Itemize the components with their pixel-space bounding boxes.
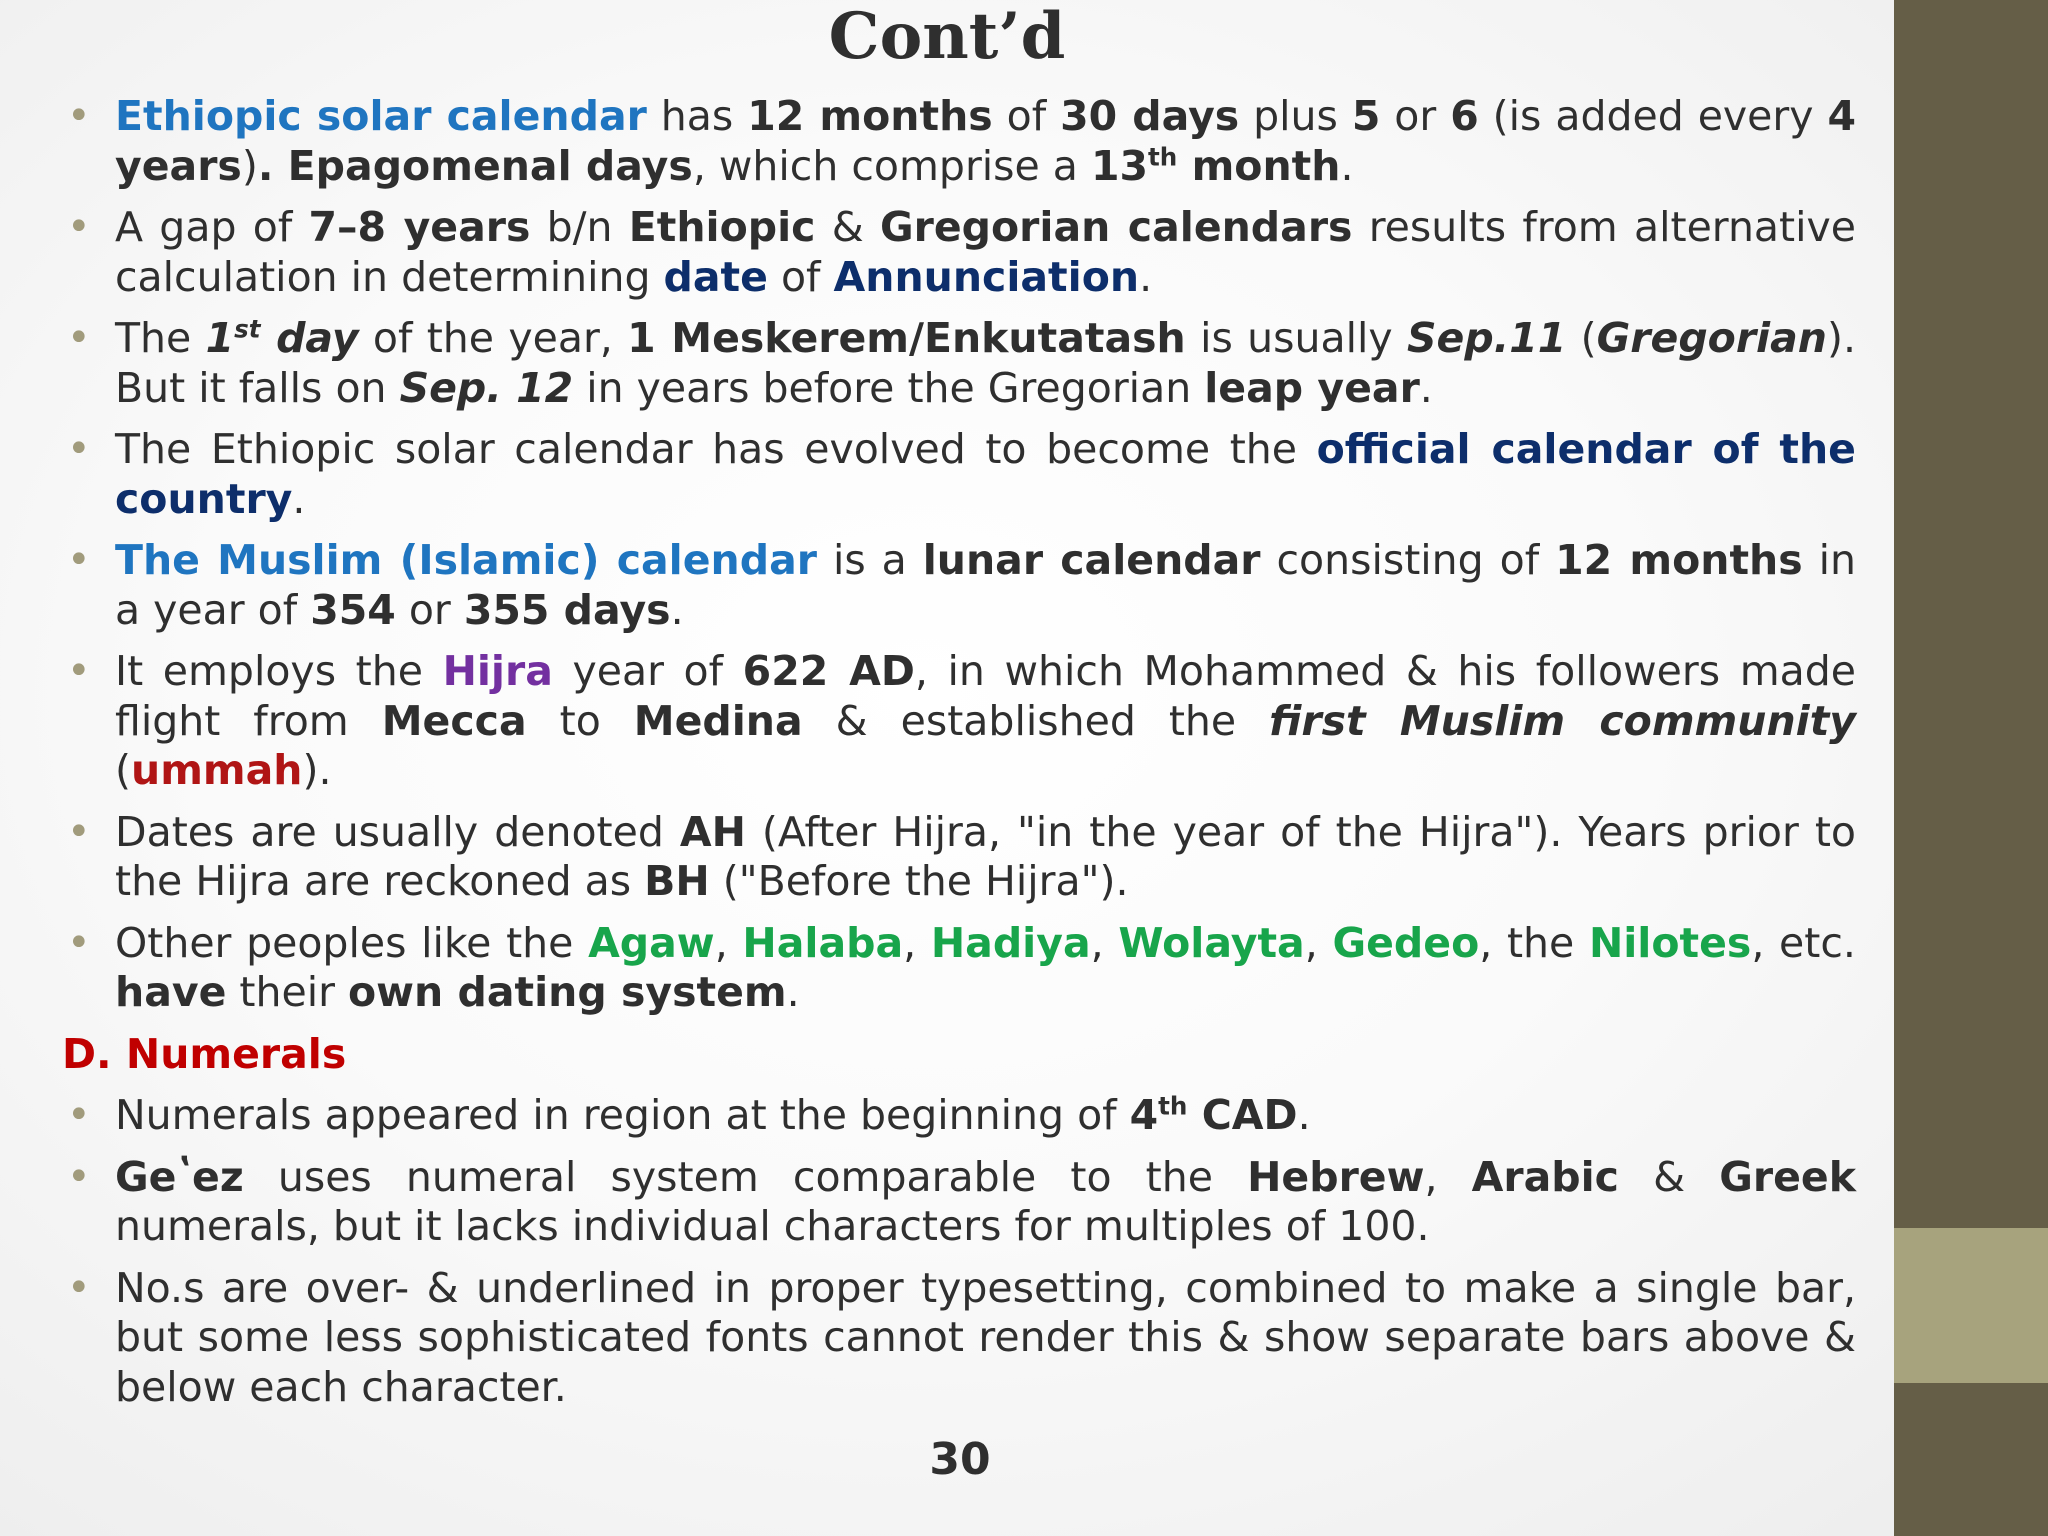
text-run: .: [1139, 252, 1153, 301]
text-run: Sep.11: [1406, 314, 1567, 362]
text-run: uses numeral system comparable to the: [243, 1152, 1248, 1201]
page-number: 30: [929, 1434, 991, 1485]
text-run: ,: [1090, 918, 1119, 967]
text-run: . Epagomenal days: [257, 141, 693, 190]
text-run: A gap of: [115, 203, 309, 251]
slide-sidebar-accent: [1894, 1228, 2048, 1383]
text-run: of: [992, 92, 1061, 140]
text-run: The: [115, 314, 206, 362]
text-run: of the year,: [358, 314, 628, 362]
text-run: Nilotes: [1588, 918, 1752, 967]
bullet-dot-icon: •: [67, 919, 91, 966]
text-run: Dates are usually denoted: [115, 807, 680, 856]
bullet-dot-icon: •: [67, 1153, 91, 1200]
bullet-item: [62, 1153, 1856, 1252]
text-run: plus: [1239, 92, 1352, 140]
section-heading: [62, 1030, 1856, 1080]
text-run: Hadiya: [930, 918, 1091, 967]
bullet-item: [62, 314, 1856, 413]
text-run: is a: [816, 536, 923, 584]
bullet-dot-icon: •: [67, 648, 91, 694]
text-run: day: [260, 314, 359, 362]
text-run: Mecca: [381, 696, 527, 745]
text-run: Ethiopic solar calendar: [115, 92, 647, 140]
text-run: Hijra: [442, 647, 553, 695]
bullet-dot-icon: •: [67, 808, 91, 855]
bullet-dot-icon: •: [67, 1264, 91, 1311]
text-run: Halaba: [742, 918, 904, 967]
text-run: , the: [1479, 918, 1589, 967]
text-run: ,: [1304, 918, 1333, 967]
slide-title: Cont’d: [828, 0, 1066, 74]
text-run: 12 months: [747, 92, 993, 140]
text-run: Gregorian calendars: [879, 203, 1353, 251]
text-run: 7–8 years: [308, 203, 531, 251]
text-run: ). But it falls on: [115, 314, 1856, 412]
text-run: .: [292, 474, 306, 523]
text-run: Medina: [633, 696, 803, 745]
text-run: 1: [205, 314, 235, 362]
text-run: BH: [644, 857, 710, 905]
text-run: is usually: [1185, 314, 1407, 362]
text-run: Other peoples like the: [115, 918, 589, 967]
bullet-dot-icon: •: [67, 426, 91, 472]
bullet-item: [62, 1264, 1856, 1413]
text-run: 6: [1450, 92, 1479, 140]
text-run: ummah: [131, 746, 303, 794]
text-run: 5: [1351, 92, 1381, 140]
text-run: .: [1419, 363, 1433, 412]
text-run: month: [1177, 141, 1341, 190]
bullet-item: [62, 425, 1856, 524]
text-run: 12 months: [1555, 536, 1803, 584]
text-run: own dating system: [348, 968, 787, 1016]
text-run: th: [1158, 1091, 1188, 1121]
bullet-item: [62, 808, 1856, 907]
bullet-dot-icon: •: [67, 204, 91, 250]
text-run: in years before the Gregorian: [573, 363, 1205, 412]
text-run: or: [395, 585, 464, 634]
text-run: Hebrew: [1247, 1152, 1425, 1201]
text-run: 30 days: [1060, 92, 1240, 140]
text-run: b/n: [530, 203, 629, 251]
text-run: th: [1148, 141, 1178, 171]
text-run: , which comprise a: [692, 141, 1091, 190]
text-run: ).: [302, 746, 332, 794]
text-run: D. Numerals: [62, 1029, 347, 1078]
text-run: year of: [552, 647, 743, 695]
bullet-dot-icon: •: [67, 93, 91, 139]
bullet-dot-icon: •: [67, 315, 91, 361]
text-run: Numerals appeared in region at the beginning of: [115, 1091, 1130, 1139]
text-run: No.s are over- & underlined in proper typesetting, combined to make a single bar, but some less sophisticated fonts cannot render this & show separate bars above & below each character.: [115, 1263, 1856, 1411]
text-run: (is added every: [1478, 92, 1828, 140]
text-run: Sep. 12: [399, 363, 574, 412]
text-run: date: [663, 252, 768, 301]
text-run: official calendar of the country: [115, 425, 1856, 523]
text-run: .: [1340, 141, 1354, 190]
text-run: Annunciation: [833, 252, 1140, 301]
text-run: , etc.: [1751, 918, 1856, 967]
text-run: Ethiopic: [628, 203, 816, 251]
bullet-dot-icon: •: [67, 1092, 91, 1138]
text-run: 1 Meskerem/Enkutatash: [627, 314, 1186, 362]
text-run: to: [526, 696, 634, 745]
text-run: 4 years: [115, 92, 1856, 190]
text-run: .: [1297, 1091, 1311, 1139]
slide-body: [62, 92, 1856, 1424]
text-run: of: [767, 252, 834, 301]
text-run: .: [786, 968, 800, 1016]
text-run: consisting of: [1260, 536, 1556, 584]
bullet-dot-icon: •: [67, 537, 91, 583]
text-run: Greek: [1719, 1152, 1856, 1201]
text-run: Arabic: [1471, 1152, 1619, 1201]
text-run: leap year: [1204, 363, 1420, 412]
text-run: It employs the: [115, 647, 443, 695]
text-run: 354: [310, 585, 396, 634]
text-run: ("Before the Hijra").: [709, 857, 1129, 905]
text-run: in a year of: [115, 536, 1856, 634]
text-run: has: [646, 92, 748, 140]
text-run: lunar calendar: [922, 536, 1261, 584]
text-run: 355 days: [463, 585, 671, 634]
bullet-item: [62, 1091, 1856, 1141]
text-run: st: [234, 314, 261, 344]
bullet-item: [62, 919, 1856, 1018]
text-run: 4: [1129, 1091, 1159, 1139]
text-run: , in which Mohammed & his followers made flight from: [115, 647, 1857, 745]
text-run: ,: [903, 918, 931, 967]
text-run: (: [115, 746, 131, 794]
text-run: Agaw: [588, 918, 715, 967]
text-run: Gregorian: [1596, 314, 1827, 362]
text-run: &: [815, 203, 880, 251]
text-run: or: [1380, 92, 1451, 140]
text-run: & established the: [802, 696, 1270, 745]
text-run: AH: [679, 807, 746, 856]
text-run: Wolayta: [1118, 918, 1305, 967]
text-run: (After Hijra, "in the year of the Hijra"). Years prior to the Hijra are reckoned as: [115, 807, 1856, 905]
text-run: their: [226, 968, 348, 1016]
text-run: .: [670, 585, 684, 634]
text-run: Gedeo: [1332, 918, 1480, 967]
text-run: CAD: [1187, 1091, 1298, 1139]
text-run: have: [115, 968, 227, 1016]
text-run: ,: [714, 918, 743, 967]
text-run: first Muslim community: [1269, 696, 1857, 745]
text-run: The Muslim (Islamic) calendar: [115, 536, 817, 584]
text-run: numerals, but it lacks individual characters for multiples of 100.: [115, 1202, 1430, 1250]
text-run: The Ethiopic solar calendar has evolved to become the: [115, 425, 1317, 473]
text-run: (: [1566, 314, 1597, 362]
text-run: results from alternative calculation in determining: [115, 203, 1857, 301]
text-run: ,: [1424, 1152, 1472, 1201]
text-run: 13: [1090, 141, 1149, 190]
bullet-item: [62, 203, 1856, 302]
text-run: 622 AD: [742, 647, 915, 695]
text-run: ): [241, 141, 258, 190]
text-run: Geʽez: [115, 1152, 244, 1201]
bullet-item: [62, 647, 1856, 796]
bullet-item: [62, 92, 1856, 191]
text-run: &: [1618, 1152, 1720, 1201]
bullet-item: [62, 536, 1856, 635]
